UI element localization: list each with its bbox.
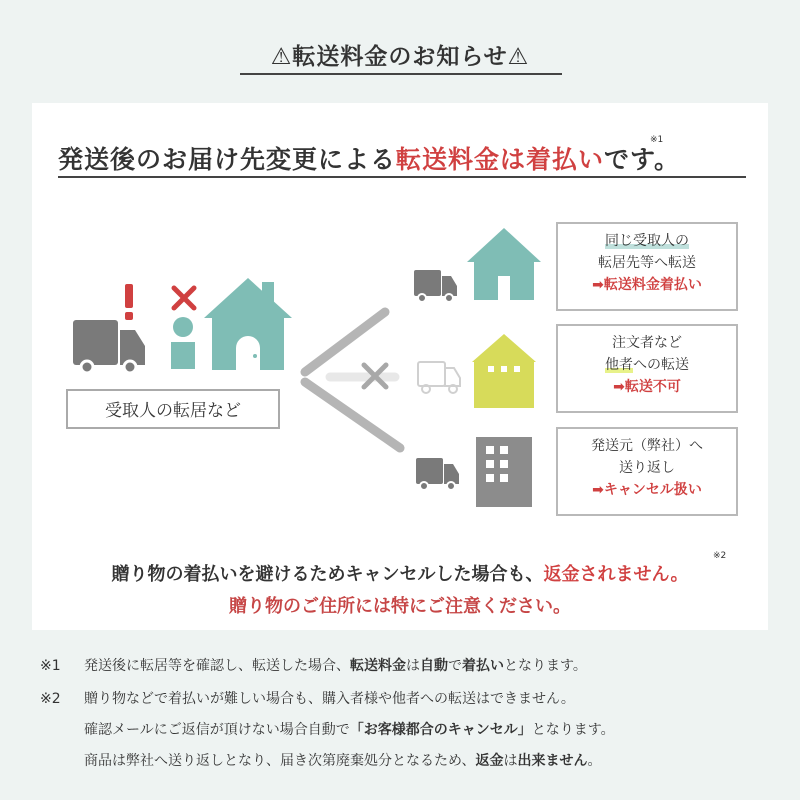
house-icon	[204, 278, 292, 370]
option-line2-rest: への転送	[633, 357, 689, 373]
option-line1: 同じ受取人の	[605, 233, 689, 249]
headline-accent: 転送料金は着払い	[396, 145, 605, 174]
footnote-text: は	[406, 658, 420, 674]
footnote-2-line-2	[84, 719, 615, 739]
warning-line-1	[0, 560, 800, 586]
footnote-2	[40, 688, 575, 708]
footnote-text: で	[448, 658, 462, 674]
footnote-text: 。	[587, 753, 602, 769]
truck-icon	[416, 458, 459, 490]
footnote-text: 商品は弊社へ送り返しとなり、届き次第廃棄処分となるため、	[84, 753, 476, 769]
footnote-bold: 「お客様都合のキャンセル」	[349, 722, 532, 738]
option-line2-highlight: 他者	[605, 357, 633, 373]
footnote-text: となります。	[531, 722, 615, 738]
warning-note-mark: ※2	[713, 551, 727, 561]
headline-note-mark: ※1	[650, 135, 664, 145]
person-icon	[171, 317, 195, 369]
option-box-forward	[556, 222, 738, 311]
truck-icon	[418, 362, 460, 393]
footnote-text: となります。	[504, 658, 587, 674]
footnote-text: 贈り物などで着払いが難しい場合も、購入者様や他者への転送はできません。	[84, 691, 575, 707]
option-result: ➡転送料金着払い	[592, 277, 702, 293]
page-title: ⚠転送料金のお知らせ⚠	[270, 44, 530, 70]
footnote-bold: 出来ません	[517, 753, 588, 769]
option-line2: 送り返し	[619, 460, 675, 476]
footnote-text: 確認メールにご返信が頂けない場合自動で	[84, 722, 350, 738]
option-line1: 注文者など	[612, 335, 682, 351]
footnote-bold: 自動	[420, 658, 448, 674]
warning-accent: 返金されません。	[543, 564, 689, 585]
cross-icon	[174, 288, 194, 308]
warning-text: 贈り物の着払いを避けるためキャンセルした場合も、	[111, 564, 544, 585]
footnote-mark: ※1	[40, 658, 61, 674]
footnote-2-line-3	[84, 750, 601, 770]
option-box-other	[556, 324, 738, 413]
house-icon	[472, 334, 536, 408]
truck-icon	[414, 270, 457, 302]
option-box-return	[556, 427, 738, 516]
option-result: ➡キャンセル扱い	[592, 482, 702, 498]
footnote-1	[40, 655, 587, 675]
footnote-bold: 返金	[475, 753, 504, 769]
footnote-bold: 転送料金	[350, 658, 406, 674]
footnote-text: 発送後に転居等を確認し、転送した場合、	[84, 658, 350, 674]
footnote-text: は	[503, 753, 518, 769]
headline-post: です。	[604, 145, 681, 174]
footnote-mark: ※2	[40, 691, 61, 707]
option-line1: 発送元（弊社）へ	[591, 438, 703, 454]
headline-pre: 発送後のお届け先変更による	[58, 145, 397, 174]
option-line2: 転居先等へ転送	[598, 255, 696, 271]
exclamation-icon	[125, 284, 133, 320]
warning-line-2: 贈り物のご住所には特にご注意ください。	[229, 596, 571, 617]
option-result: ➡転送不可	[613, 379, 681, 395]
footnote-bold: 着払い	[462, 658, 504, 674]
left-label-box: 受取人の転居など	[66, 389, 280, 429]
truck-icon	[73, 320, 145, 373]
house-icon	[467, 228, 541, 300]
building-icon	[476, 437, 532, 507]
